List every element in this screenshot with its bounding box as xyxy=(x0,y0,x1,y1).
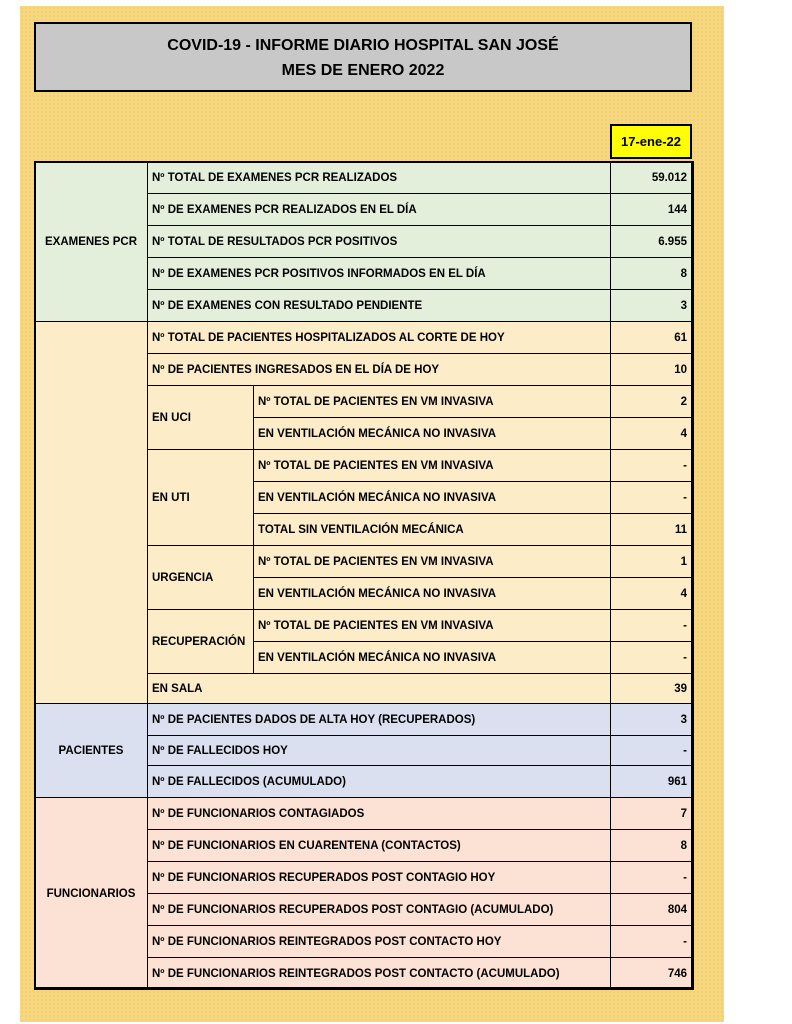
subgroup-label-urgencia: URGENCIA xyxy=(147,545,254,610)
row-value: - xyxy=(610,609,694,642)
row-value: 8 xyxy=(610,829,694,862)
row-label: Nº TOTAL DE PACIENTES EN VM INVASIVA xyxy=(253,609,611,642)
report-title: COVID-19 - INFORME DIARIO HOSPITAL SAN JOSÉ xyxy=(167,37,559,54)
row-value: 11 xyxy=(610,513,694,546)
row-label: Nº DE EXAMENES CON RESULTADO PENDIENTE xyxy=(147,289,611,322)
row-label: Nº TOTAL DE PACIENTES EN VM INVASIVA xyxy=(253,545,611,578)
row-value: 1 xyxy=(610,545,694,578)
row-value: - xyxy=(610,449,694,482)
row-value: 804 xyxy=(610,893,694,926)
report-subtitle: MES DE ENERO 2022 xyxy=(281,62,445,79)
row-label: TOTAL SIN VENTILACIÓN MECÁNICA xyxy=(253,513,611,546)
row-value: - xyxy=(610,481,694,514)
row-label: Nº TOTAL DE PACIENTES EN VM INVASIVA xyxy=(253,449,611,482)
group-label-pcr: EXAMENES PCR xyxy=(34,161,148,322)
row-label: Nº DE FUNCIONARIOS RECUPERADOS POST CONTAGIO (ACUMULADO) xyxy=(147,893,611,926)
row-label: Nº DE FUNCIONARIOS REINTEGRADOS POST CONTACTO HOY xyxy=(147,925,611,958)
row-label: Nº DE FALLECIDOS (ACUMULADO) xyxy=(147,765,611,798)
row-value: - xyxy=(610,925,694,958)
row-label: EN VENTILACIÓN MECÁNICA NO INVASIVA xyxy=(253,417,611,450)
row-value: 2 xyxy=(610,385,694,418)
row-value: 39 xyxy=(610,673,694,704)
row-value: 10 xyxy=(610,353,694,386)
row-value: 59.012 xyxy=(610,161,694,194)
row-label: Nº DE PACIENTES INGRESADOS EN EL DÍA DE HOY xyxy=(147,353,611,386)
row-value: 3 xyxy=(610,289,694,322)
row-value: 4 xyxy=(610,577,694,610)
row-label: EN VENTILACIÓN MECÁNICA NO INVASIVA xyxy=(253,641,611,674)
row-value: 61 xyxy=(610,321,694,354)
row-label: Nº DE FUNCIONARIOS RECUPERADOS POST CONTAGIO HOY xyxy=(147,861,611,894)
subgroup-label-uci: EN UCI xyxy=(147,385,254,450)
row-value: - xyxy=(610,641,694,674)
row-label: EN SALA xyxy=(147,673,611,704)
row-value: 3 xyxy=(610,703,694,736)
row-label: Nº DE EXAMENES PCR POSITIVOS INFORMADOS EN EL DÍA xyxy=(147,257,611,290)
row-label: Nº DE PACIENTES DADOS DE ALTA HOY (RECUPERADOS) xyxy=(147,703,611,736)
row-value: 746 xyxy=(610,957,694,990)
row-label: EN VENTILACIÓN MECÁNICA NO INVASIVA xyxy=(253,577,611,610)
row-value: 961 xyxy=(610,765,694,798)
report-title-box xyxy=(34,22,692,92)
row-value: - xyxy=(610,861,694,894)
row-label: EN VENTILACIÓN MECÁNICA NO INVASIVA xyxy=(253,481,611,514)
group-label-funcionarios: FUNCIONARIOS xyxy=(34,797,148,990)
report-date: 17-ene-22 xyxy=(610,124,692,159)
row-value: 144 xyxy=(610,193,694,226)
row-label: Nº TOTAL DE EXAMENES PCR REALIZADOS xyxy=(147,161,611,194)
row-value: 4 xyxy=(610,417,694,450)
group-label-pacientes: PACIENTES xyxy=(34,703,148,798)
row-value: - xyxy=(610,735,694,766)
row-label: Nº DE EXAMENES PCR REALIZADOS EN EL DÍA xyxy=(147,193,611,226)
row-label: Nº DE FUNCIONARIOS REINTEGRADOS POST CONTACTO (ACUMULADO) xyxy=(147,957,611,990)
row-value: 8 xyxy=(610,257,694,290)
row-label: Nº DE FALLECIDOS HOY xyxy=(147,735,611,766)
row-label: Nº TOTAL DE PACIENTES HOSPITALIZADOS AL CORTE DE HOY xyxy=(147,321,611,354)
group-label-hosp xyxy=(34,321,148,704)
row-label: Nº DE FUNCIONARIOS CONTAGIADOS xyxy=(147,797,611,830)
row-label: Nº DE FUNCIONARIOS EN CUARENTENA (CONTACTOS) xyxy=(147,829,611,862)
row-value: 7 xyxy=(610,797,694,830)
subgroup-label-uti: EN UTI xyxy=(147,449,254,546)
row-value: 6.955 xyxy=(610,225,694,258)
subgroup-label-recuperacion: RECUPERACIÓN xyxy=(147,609,254,674)
row-label: Nº TOTAL DE PACIENTES EN VM INVASIVA xyxy=(253,385,611,418)
row-label: Nº TOTAL DE RESULTADOS PCR POSITIVOS xyxy=(147,225,611,258)
